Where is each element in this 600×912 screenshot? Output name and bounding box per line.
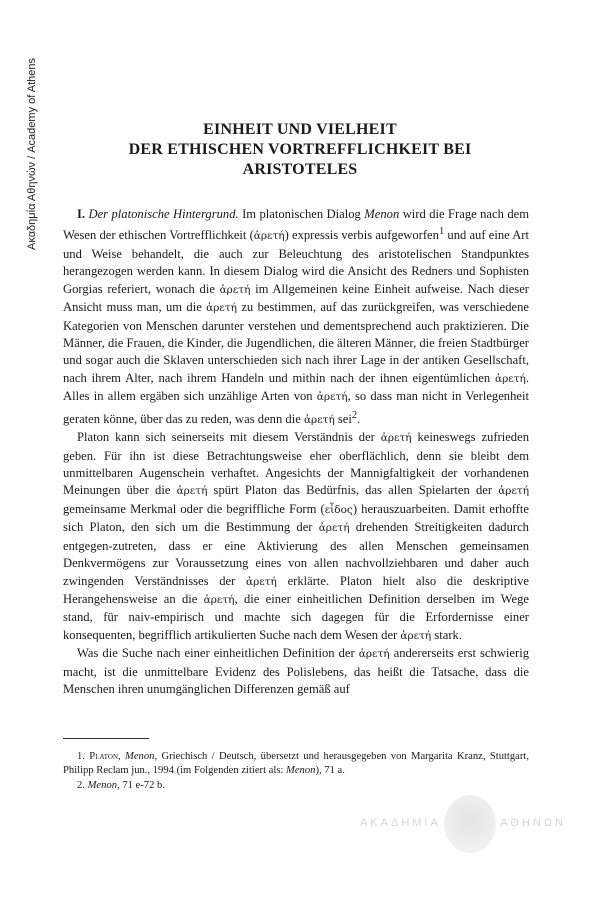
watermark-right-text: ΑΘΗΝΩΝ (500, 817, 566, 829)
paragraph-3: Was die Suche nach einer einheitlichen Definition der ἀρετή andererseits erst schwierig macht, ist die unmittelbare Evidenz des Polislebens, das heißt die Tatsache, dass die Menschen ihren unumgänglichen Differenzen gemäß auf (63, 646, 529, 696)
body-text (63, 206, 529, 698)
footnotes (63, 750, 529, 794)
title-line-2: DER ETHISCHEN VORTREFFLICHKEIT BEI (128, 141, 472, 158)
title-line-3: ARISTOTELES (242, 161, 358, 178)
watermark-left-text: ΑΚΑΔΗΜΙΑ (360, 817, 441, 829)
footnote-2: 2. Menon, 71 e-72 b. (77, 780, 165, 791)
section-number: I. (77, 207, 86, 221)
paragraph-1: I. Der platonische Hintergrund. Im platonischen Dialog Menon wird die Frage nach dem Wesen der ethischen Vortrefflichkeit (ἀρετή) expressis verbis aufgeworfen$^1$ und auf eine Art und Weise behandelt, die auch zur Beleuchtung des aristotelischen Standpunktes herangezogen werden kann. In diesem Dialog wird die Ansicht des Redners und Sophisten Gorgias referiert, wonach die ἀρετή im Allgemeinen keine Einheit aufweise. Nach dieser Ansicht muss man, um die ἀρετή zu bestimmen, auf das zurückgreifen, was verschiedene Kategorien von Menschen darunter verstehen und dementsprechend auch praktizieren. Die Männer, die Frauen, die Kinder, die Jugendlichen, die älteren Männer, die freien Stadtbürger und sogar auch die Sklaven unterschieden sich nach ihrer Lage in der antiken Gesellschaft, nach ihrem Alter, nach ihrem Handeln und mithin nach der ihnen eigentümlichen ἀρετή. Alles in allem ergäben sich unzählige Arten von ἀρετή, so dass man nicht in Verlegenheit geraten könne, über das zu reden, was denn die ἀρετή sei$^2$. (63, 207, 530, 426)
paragraph-2: Platon kann sich seinerseits mit diesem Verständnis der ἀρετή keineswegs zufrieden geben. Für ihn ist diese Betrachtungsweise eher oberflächlich, denn sie bleibt dem unmittelbaren Augenschein verhaftet. Angesichts der Mannigfaltigkeit der vorhandenen Meinungen über die ἀρετή spürt Platon das Bedürfnis, das allen Spielarten der ἀρετή gemeinsame Merkmal oder die begriffliche Form (εἶδος) herauszuarbeiten. Damit erhoffte sich Platon, den sich um die Bestimmung der ἀρετή drehenden Streitigkeiten dadurch entgegen-zutreten, dass er eine Aktivierung des allen Menschen gemeinsamen Denkvermögens zur Voraussetzung eines von allen nachvollziehbaren und daher auch zwingenden Verständnisses der ἀρετή erklärte. Platon hielt also die deskriptive Herangehensweise an die ἀρετή, die einer einheitlichen Definition derselben im Wege stand, für naiv-empirisch und machte sich dagegen für die Erfordernisse einer konsequenten, begrifflich artikulierten Suche nach dem Wesen der ἀρετή stark. (63, 430, 529, 642)
side-label-text: Ακαδημία Αθηνών / Academy of Athens (26, 57, 38, 251)
footnote-ref-1: 1 (438, 226, 445, 238)
seal-icon (444, 795, 496, 853)
title-line-1: EINHEIT UND VIELHEIT (203, 121, 397, 138)
footnote-divider (63, 738, 149, 739)
side-watermark-label (24, 44, 40, 264)
page-title (80, 120, 520, 180)
footnote-ref-2: 2 (351, 409, 358, 421)
footnote-1: 1. Platon, Menon, Griechisch / Deutsch, übersetzt und herausgegeben von Margarita Kranz, Stuttgart, Philipp Reclam jun., 1994 (im Folgenden zitiert als: Menon), 71 a. (63, 751, 529, 776)
academy-watermark (360, 795, 570, 855)
section-heading: Der platonische Hintergrund. (88, 207, 239, 221)
